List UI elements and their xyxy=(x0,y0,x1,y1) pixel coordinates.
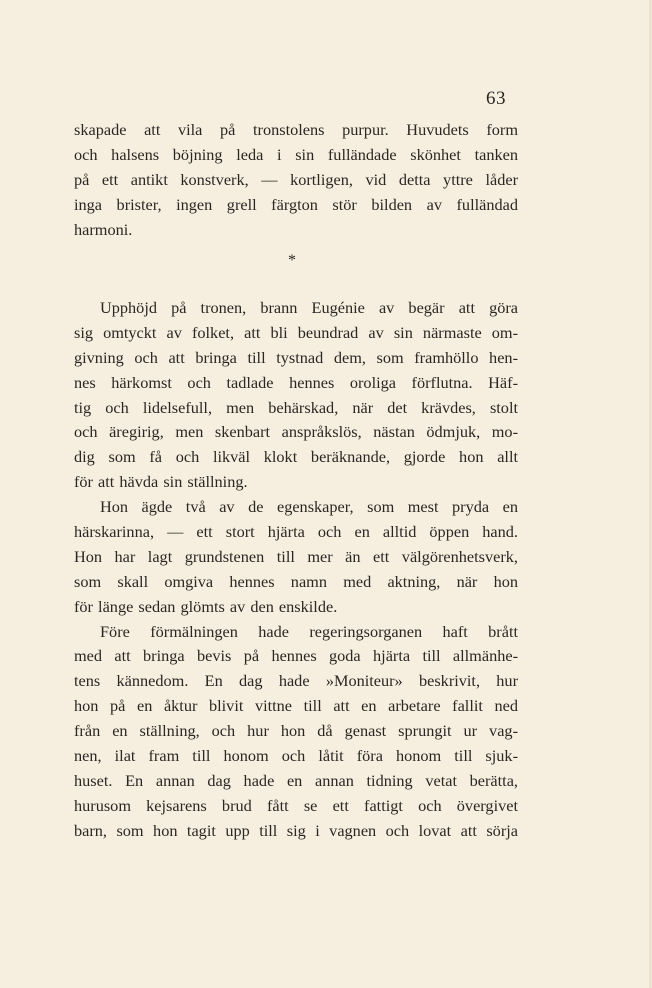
paragraph-2 xyxy=(74,296,518,495)
paragraph-4 xyxy=(74,620,518,844)
text-line: harmoni. xyxy=(74,219,133,239)
text-line: som skall omgiva hennes namn med aktning, när hon xyxy=(74,571,518,591)
text-line: nes härkomst och tadlade hennes oroliga förflutna. Häf- xyxy=(74,372,518,392)
paragraph-3 xyxy=(74,495,518,619)
text-line: nen, ilat fram till honom och låtit föra honom till sjuk- xyxy=(74,746,518,766)
text-line: tig och lidelsefull, men behärskad, när det krävdes, stolt xyxy=(74,397,518,417)
text-line: sig omtyckt av folket, att bli beundrad av sin närmaste om- xyxy=(74,322,518,342)
text-line: dig som få och likväl klokt beräknande, gjorde hon allt xyxy=(74,447,518,467)
text-line: skapade att vila på tronstolens purpur. Huvudets form xyxy=(74,120,518,139)
text-line: Före förmälningen hade regeringsorganen haft brått xyxy=(100,621,518,641)
text-line: givning och att bringa till tystnad dem, som framhöllo hen- xyxy=(74,347,518,367)
text-line: för att hävda sin ställning. xyxy=(74,472,248,492)
text-line: på ett antikt konstverk, — kortligen, vid detta yttre låder xyxy=(74,169,518,189)
text-line: barn, som hon tagit upp till sig i vagnen och lovat att sörja xyxy=(74,820,518,840)
text-line: Upphöjd på tronen, brann Eugénie av begär att göra xyxy=(100,298,518,317)
text-line: Hon ägde två av de egenskaper, som mest pryda en xyxy=(100,497,518,517)
text-line: med att bringa bevis på hennes goda hjärta till allmänhe- xyxy=(74,646,518,666)
text-line: och halsens böjning leda i sin fulländade skönhet tanken xyxy=(74,144,518,164)
text-line: härskarinna, — ett stort hjärta och en alltid öppen hand. xyxy=(74,522,518,542)
text-line: hon på en åktur blivit vittne till att en arbetare fallit ned xyxy=(74,696,518,716)
text-line: hurusom kejsarens brud fått se ett fattigt och övergivet xyxy=(74,795,518,815)
text-line: och äregirig, men skenbart anspråkslös, nästan ödmjuk, mo- xyxy=(74,422,518,442)
text-line: inga brister, ingen grell färgton stör bilden av fulländad xyxy=(74,194,518,214)
text-line: tens kännedom. En dag hade »Moniteur» beskrivit, hur xyxy=(74,671,518,691)
text-line: huset. En annan dag hade en annan tidning vetat berätta, xyxy=(74,770,518,790)
text-line: Hon har lagt grundstenen till mer än ett välgörenhetsverk, xyxy=(74,546,518,566)
page-number: 63 xyxy=(486,88,506,109)
paragraph-1 xyxy=(74,118,518,242)
text-line: för länge sedan glömts av den enskilde. xyxy=(74,596,338,616)
section-separator: * xyxy=(288,252,296,269)
body-text xyxy=(74,296,518,844)
text-line: från en ställning, och hur hon då genast sprungit ur vag- xyxy=(74,721,518,741)
